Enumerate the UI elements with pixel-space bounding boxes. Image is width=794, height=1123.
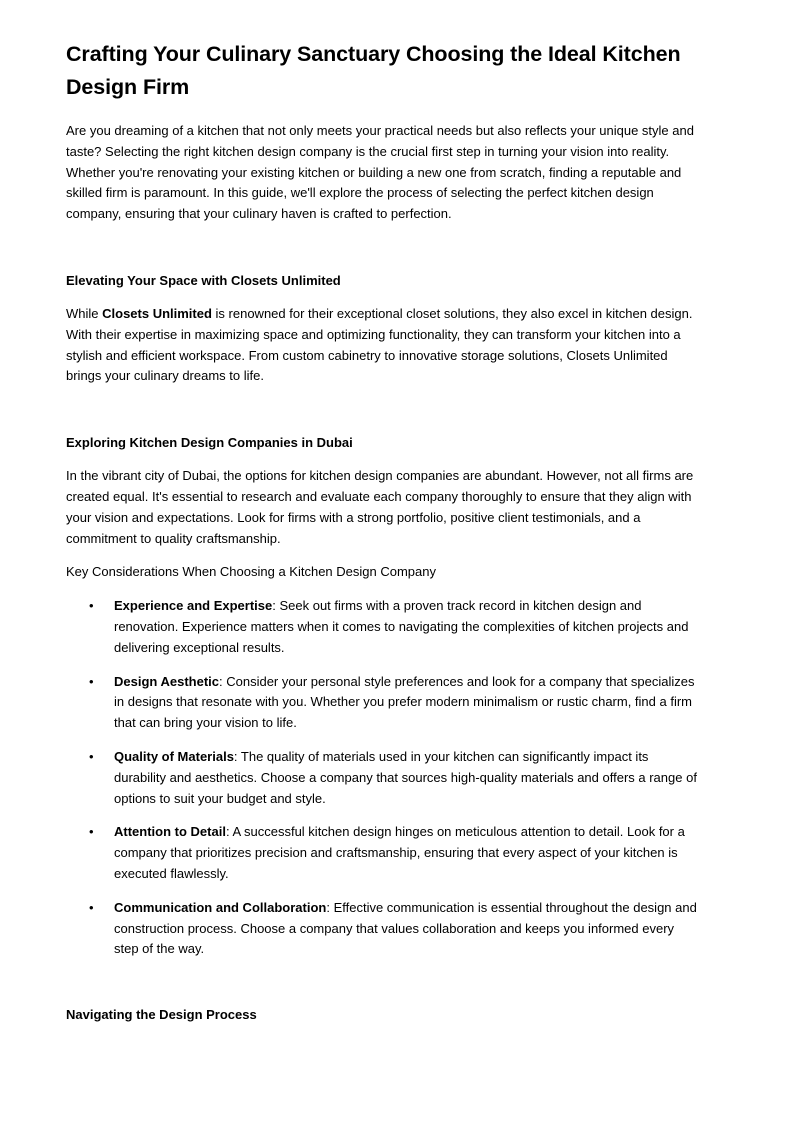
closets-unlimited-bold: Closets Unlimited	[102, 305, 212, 321]
list-item	[66, 672, 702, 734]
considerations-intro: Key Considerations When Choosing a Kitchen Design Company	[66, 564, 436, 580]
page-title: Crafting Your Culinary Sanctuary Choosing the Ideal Kitchen Design Firm	[66, 42, 681, 99]
dubai-paragraph: In the vibrant city of Dubai, the options for kitchen design companies are abundant. However, not all firms are created equal. It's essential to research and evaluate each company thoroughly to ensure that they align with your vision and expectations. Look for firms with a strong portfolio, positive client testimonials, and a commitment to quality craftsmanship.	[66, 468, 694, 546]
bullet-icon: •	[89, 824, 94, 840]
intro-paragraph: Are you dreaming of a kitchen that not only meets your practical needs but also reflects your unique style and taste? Selecting the right kitchen design company is the crucial first step in turning your vision into reality. Whether you're renovating your existing kitchen or building a new one from scratch, finding a reputable and skilled firm is paramount. In this guide, we'll explore the process of selecting the perfect kitchen design company, ensuring that your culinary haven is crafted to perfection.	[66, 123, 694, 222]
list-item-term: Communication and Collaboration	[114, 899, 327, 915]
section-heading-dubai: Exploring Kitchen Design Companies in Dubai	[66, 435, 353, 451]
considerations-list	[66, 596, 702, 960]
list-item-desc: : Seek out firms with a proven track record in kitchen design and renovation. Experience matters when it comes to navigating the complexities of kitchen projects and delivering exceptional results.	[114, 598, 689, 655]
list-item-term: Experience and Expertise	[114, 598, 273, 614]
section-heading-design-process: Navigating the Design Process	[66, 1007, 257, 1023]
paragraph-lead-text: While	[66, 305, 103, 321]
list-item-desc: : A successful kitchen design hinges on meticulous attention to detail. Look for a company that prioritizes precision and craftsmanship, ensuring that every aspect of your kitchen is executed flawlessly.	[114, 824, 685, 881]
list-item	[66, 898, 702, 960]
paragraph-rest-text: is renowned for their exceptional closet solutions, they also excel in kitchen design. With their expertise in maximizing space and optimizing functionality, they can transform your kitchen into a stylish and efficient workspace. From custom cabinetry to innovative storage solutions, Closets Unlimited brings your culinary dreams to life.	[66, 305, 693, 384]
list-item-term: Design Aesthetic	[114, 673, 219, 689]
bullet-icon: •	[89, 673, 94, 689]
bullet-icon: •	[89, 598, 94, 614]
bullet-icon: •	[89, 899, 94, 915]
list-item-desc: : The quality of materials used in your kitchen can significantly impact its durability and aesthetics. Choose a company that sources high-quality materials and offers a range of options to suit your budget and style.	[114, 748, 697, 806]
list-item	[66, 747, 702, 809]
list-item	[66, 822, 702, 884]
list-item-desc: : Effective communication is essential throughout the design and construction process. Choose a company that values collaboration and keeps you informed every step of the way.	[114, 899, 697, 957]
list-item-term: Attention to Detail	[114, 824, 226, 840]
list-item-desc: : Consider your personal style preferences and look for a company that specializes in designs that resonate with you. Whether you prefer modern minimalism or rustic charm, find a firm that can bring your vision to life.	[114, 673, 695, 731]
list-item-term: Quality of Materials	[114, 748, 234, 764]
closets-unlimited-paragraph	[66, 304, 702, 387]
section-heading-closets-unlimited: Elevating Your Space with Closets Unlimited	[66, 272, 341, 288]
bullet-icon: •	[89, 748, 94, 764]
list-item	[66, 596, 702, 658]
